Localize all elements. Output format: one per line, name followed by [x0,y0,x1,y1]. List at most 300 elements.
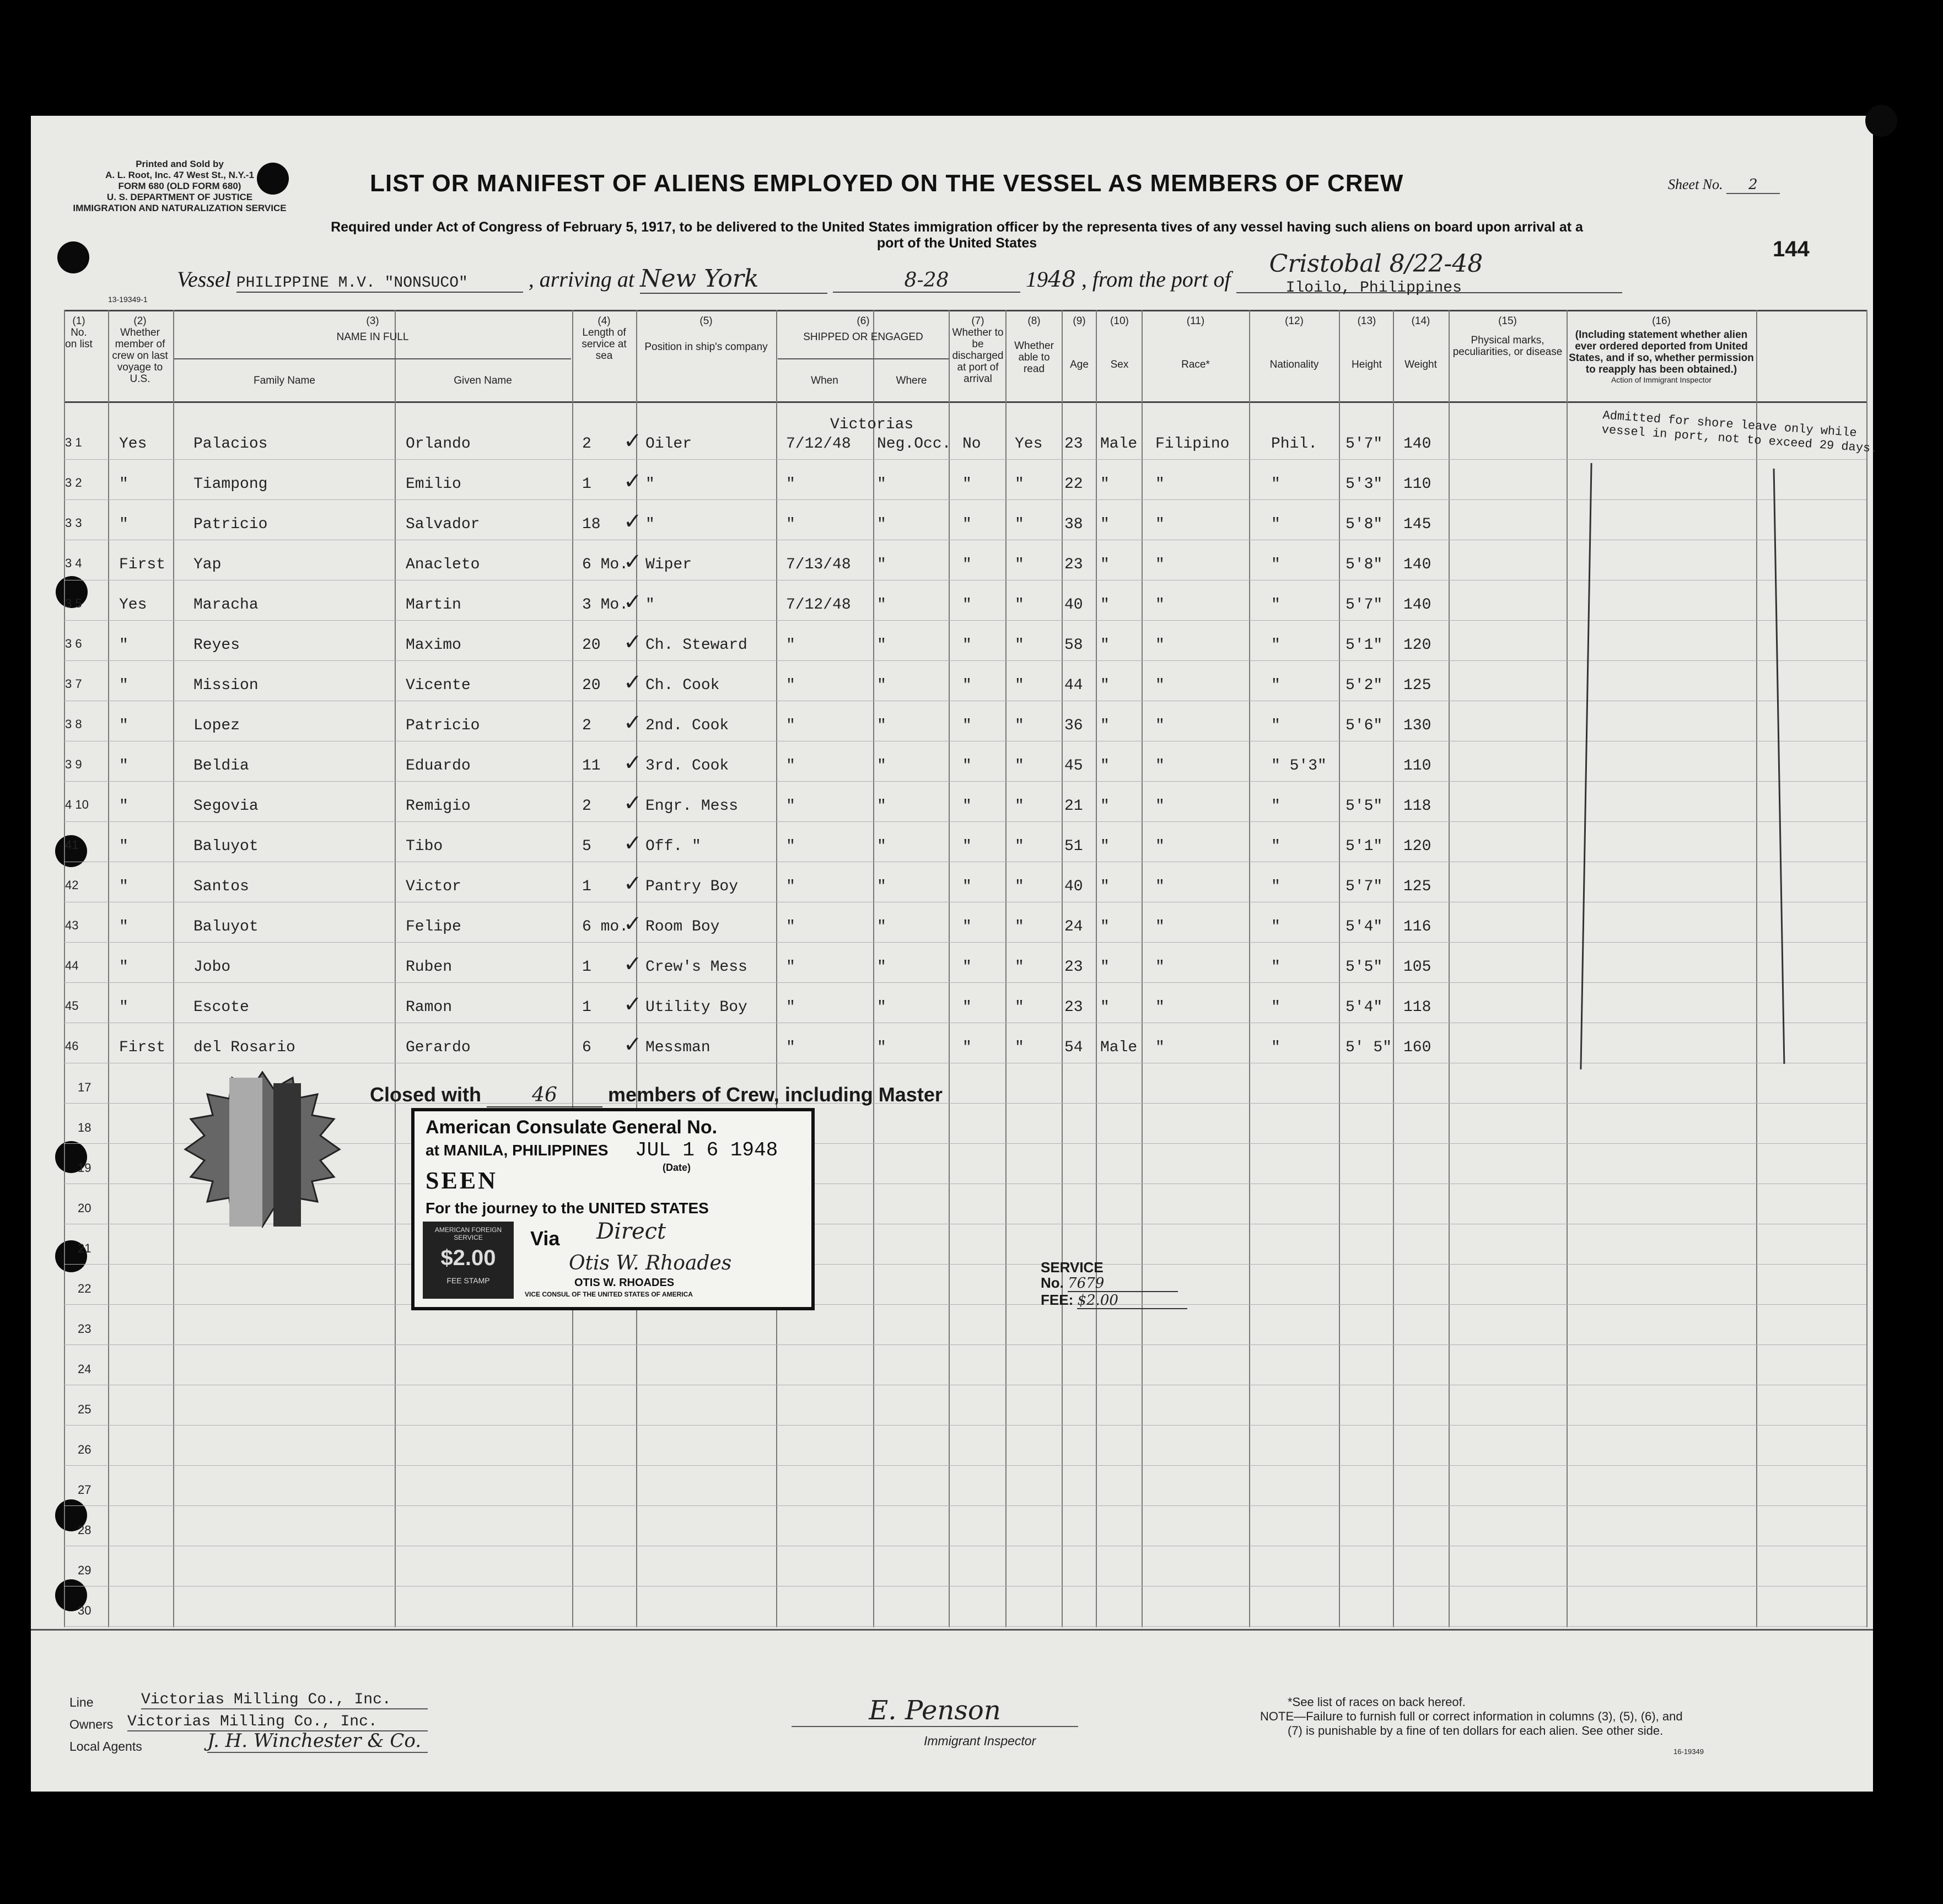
cell-read: " [1015,717,1024,734]
cell-weight: 110 [1403,757,1431,774]
closed-prefix: Closed with [370,1083,482,1106]
cell-where: Neg.Occ. [877,435,951,453]
row-rule [64,1264,1866,1265]
col-14-header [1395,315,1447,370]
cell-position: Ch. Steward [645,637,747,654]
col-label: Position in ship's company [644,341,768,353]
cell-where: " [877,918,886,935]
subtitle [158,219,1756,251]
publisher-line: A. L. Root, Inc. 47 West St., N.Y.-1 [105,170,254,180]
stamp-line1: American Consulate General No. [426,1117,718,1138]
punch-hole [1865,105,1897,137]
cell-race: " [1155,637,1165,654]
col-num: (4) [598,315,611,327]
cell-discharged: " [962,476,972,493]
column-rule [108,310,109,1627]
cell-position: Oiler [645,435,692,453]
footer-note: *See list of races on back hereof. [1288,1695,1466,1709]
col-label: Sex [1110,359,1129,370]
from-port-handwritten: Cristobal 8/22-48 [1269,250,1483,278]
footer-note: (7) is punishable by a fine of ten dollars for each alien. See other side. [1288,1724,1664,1738]
cell-position: Room Boy [645,918,720,935]
cell-given: Felipe [406,918,461,935]
footer-note: NOTE—Failure to furnish full or correct information in columns (3), (5), (6), and [1260,1709,1683,1723]
empty-row-number: 25 [78,1402,92,1416]
cell-no: 3 1 [65,435,82,449]
cell-family: Baluyot [193,838,259,855]
cell-sex: Male [1100,1039,1138,1056]
cell-when: " [786,838,795,855]
col-10-header [1097,315,1142,370]
check-mark-icon: ✓ [623,509,642,534]
cell-height: 5'1" [1345,838,1383,855]
cell-position: Utility Boy [645,999,747,1016]
cell-where: " [877,838,886,855]
cell-nationality: " 5'3" [1271,757,1327,774]
cell-position: Ch. Cook [645,677,720,694]
col-label: Physical marks, peculiarities, or disease [1452,335,1563,358]
cell-age: 22 [1064,476,1083,493]
col-13-header [1341,315,1393,370]
footer-form-code: 16-19349 [1673,1747,1704,1756]
cell-service: 18 [582,516,601,533]
cell-sex: " [1100,918,1110,935]
sheet-label: Sheet No. [1668,176,1723,192]
cell-weight: 140 [1403,556,1431,573]
footer-notes [1260,1695,1683,1738]
col-num: (10) [1110,315,1129,327]
cell-last: " [119,838,128,855]
cell-given: Orlando [406,435,471,453]
cell-service: 6 [582,1039,591,1056]
cell-nationality: " [1271,1039,1280,1056]
cell-read: " [1015,959,1024,976]
cell-race: " [1155,757,1165,774]
fee-stamp-bottom: FEE STAMP [446,1276,490,1285]
cell-service: 6 Mo. [582,556,629,573]
cell-weight: 116 [1403,918,1431,935]
cell-discharged: " [962,677,972,694]
cell-no: 44 [65,959,79,972]
cell-service: 1 [582,999,591,1016]
col-num: (2) [133,315,147,327]
empty-row-number: 21 [78,1241,92,1255]
service-label: SERVICE [1041,1259,1104,1276]
inspector-signature: E. Penson [792,1695,1078,1727]
empty-row-number: 18 [78,1121,92,1134]
cell-family: Beldia [193,757,249,774]
cell-read: " [1015,999,1024,1016]
cell-no: 3 5 [65,596,82,610]
cell-last: " [119,878,128,895]
cell-race: " [1155,838,1165,855]
cell-height: 5'6" [1345,717,1383,734]
cell-discharged: " [962,516,972,533]
cell-weight: 118 [1403,798,1431,815]
cell-given: Anacleto [406,556,480,573]
col-num: (3) [366,315,379,327]
given-name-header: Given Name [454,375,512,386]
cell-last: " [119,999,128,1016]
cell-age: 38 [1064,516,1083,533]
cell-when: 7/12/48 [786,435,851,453]
publisher-line: Printed and Sold by [136,159,224,169]
cell-height: 5'7" [1345,435,1383,453]
check-mark-icon: ✓ [623,549,642,574]
cell-nationality: " [1271,838,1280,855]
empty-row-number: 30 [78,1604,92,1617]
fee-stamp-value: $2.00 [440,1246,496,1270]
cell-given: Maximo [406,637,461,654]
col-2-header [109,315,171,385]
cell-service: 2 [582,717,591,734]
cell-service: 11 [582,757,601,774]
check-mark-icon: ✓ [623,469,642,493]
cell-race: " [1155,556,1165,573]
col-sublabel: Action of Immigrant Inspector [1611,375,1712,384]
cell-discharged: " [962,637,972,654]
row-rule [64,781,1866,782]
col-label: No. on list [65,327,93,350]
cell-when: " [786,476,795,493]
cell-height: 5'7" [1345,596,1383,614]
cell-service: 1 [582,476,591,493]
col-num: (14) [1411,315,1430,327]
cell-service: 1 [582,878,591,895]
col-17-header [1757,315,1865,318]
column-rule [395,310,396,1627]
cell-position: " [645,516,655,533]
cell-given: Gerardo [406,1039,471,1056]
cell-race: " [1155,798,1165,815]
cell-family: Escote [193,999,249,1016]
empty-row-number: 29 [78,1563,92,1577]
cell-no: 3 2 [65,476,82,490]
cell-where: " [877,999,886,1016]
cell-nationality: " [1271,596,1280,614]
cell-read: " [1015,798,1024,815]
column-rule [1005,310,1007,1627]
check-mark-icon: ✓ [623,428,642,453]
cell-sex: " [1100,798,1110,815]
check-mark-icon: ✓ [623,670,642,695]
vessel-name: PHILIPPINE M.V. "NONSUCO" [236,275,523,293]
cell-position: Off. " [645,838,701,855]
arriving-port: New York [640,265,827,294]
cell-where: " [877,717,886,734]
cell-race: " [1155,677,1165,694]
cell-no: 3 3 [65,516,82,530]
cell-discharged: " [962,1039,972,1056]
column-rule [572,310,573,1627]
publisher-line: U. S. DEPARTMENT OF JUSTICE [106,192,253,202]
cell-weight: 125 [1403,677,1431,694]
cell-family: Maracha [193,596,259,614]
column-rule [1449,310,1450,1627]
cell-when: 7/13/48 [786,556,851,573]
cell-discharged: " [962,918,972,935]
sheet-value: 2 [1726,176,1780,194]
year-suffix: 48 [1048,267,1076,292]
cell-where: " [877,677,886,694]
cell-sex: Male [1100,435,1138,453]
cell-when: " [786,918,795,935]
col-15-header [1450,315,1565,358]
row-rule [64,1626,1866,1627]
column-rule [1866,310,1867,1627]
check-mark-icon: ✓ [623,589,642,614]
cell-nationality: " [1271,637,1280,654]
col-5-header [637,315,775,353]
inspector-label: Immigrant Inspector [924,1734,1036,1748]
cell-read: " [1015,918,1024,935]
cell-family: Mission [193,677,259,694]
cell-service: 5 [582,838,591,855]
cell-family: Jobo [193,959,231,976]
check-mark-icon: ✓ [623,790,642,815]
row-rule [64,620,1866,621]
col-label: Nationality [1269,359,1319,370]
cell-weight: 120 [1403,838,1431,855]
arriving-label: , arriving at [528,267,634,292]
cell-no: 3 4 [65,556,82,570]
cell-no: 3 8 [65,717,82,731]
cell-sex: " [1100,999,1110,1016]
col-num: (9) [1073,315,1086,327]
cell-family: Yap [193,556,222,573]
cell-height: 5'7" [1345,878,1383,895]
cell-last: First [119,1039,166,1056]
cell-where: " [877,556,886,573]
cell-height: 5'8" [1345,516,1383,533]
stamp-typed-name: OTIS W. RHOADES [574,1277,675,1289]
col-12-header [1250,315,1338,370]
shipped-header-rule [778,358,949,359]
cell-given: Ramon [406,999,453,1016]
cell-height: 5'5" [1345,798,1383,815]
cell-when: " [786,798,795,815]
cell-sex: " [1100,757,1110,774]
cell-sex: " [1100,476,1110,493]
col-label: Length of service at sea [582,327,627,362]
cell-family: Santos [193,878,249,895]
cell-when: " [786,959,795,976]
col-num: (16) [1652,315,1671,327]
check-mark-icon: ✓ [623,911,642,936]
publisher-block [42,159,317,214]
table-header-rule [64,401,1866,403]
cell-read: " [1015,596,1024,614]
cell-given: Patricio [406,717,480,734]
cell-nationality: " [1271,516,1280,533]
subtitle-line: Required under Act of Congress of February 5, 1917, to be delivered to the United States immigration officer by the representa tives of any vessel having such aliens on board upon arrival at a [331,219,1583,235]
cell-no: 45 [65,999,79,1013]
cell-service: 3 Mo. [582,596,629,614]
cell-read: " [1015,677,1024,694]
col-num: (7) [971,315,984,327]
cell-last: " [119,637,128,654]
col-9-header [1063,315,1096,370]
cell-read: " [1015,516,1024,533]
cell-weight: 120 [1403,637,1431,654]
col-4-header [574,315,634,362]
agents-value: J. H. Winchester & Co. [207,1730,428,1753]
cell-discharged: " [962,596,972,614]
col-label: Whether able to read [1014,340,1054,375]
row-rule [64,660,1866,661]
empty-row-number: 19 [78,1161,92,1175]
col-label: (Including statement whether alien ever ordered deported from United States, and if so, whether permission to reapply has been obtained.) [1569,329,1754,375]
remarks-note: Admitted for shore leave only while vessel in port, not to exceed 29 days. [1601,408,1879,456]
cell-height: 5'3" [1345,476,1383,493]
cell-last: " [119,717,128,734]
stamp-date: JUL 1 6 1948 [635,1139,778,1161]
cell-when: " [786,999,795,1016]
cell-age: 40 [1064,878,1083,895]
cell-family: Patricio [193,516,268,533]
check-mark-icon: ✓ [623,831,642,856]
subtitle-line: port of the United States [876,235,1037,251]
cell-race: " [1155,596,1165,614]
manifest-sheet [31,116,1879,1792]
cell-where: " [877,596,886,614]
row-rule [64,982,1866,983]
cell-age: 58 [1064,637,1083,654]
cell-position: Wiper [645,556,692,573]
stamp-journey: For the journey to the UNITED STATES [426,1200,709,1217]
cell-age: 24 [1064,918,1083,935]
family-name-header: Family Name [254,375,315,386]
cell-where: " [877,878,886,895]
row-rule [64,821,1866,822]
service-block [1041,1260,1187,1309]
cell-nationality: " [1271,878,1280,895]
cell-race: " [1155,717,1165,734]
column-rule [1393,310,1394,1627]
embossed-seal [147,1067,378,1243]
cell-sex: " [1100,959,1110,976]
col-label: Height [1352,359,1382,370]
check-mark-icon: ✓ [623,871,642,896]
cell-no: 42 [65,878,79,892]
cell-when: " [786,717,795,734]
cell-read: " [1015,476,1024,493]
col-num: (1) [72,315,85,327]
line-label: Line [69,1695,94,1709]
cell-weight: 110 [1403,476,1431,493]
cell-weight: 160 [1403,1039,1431,1056]
cell-where: " [877,1039,886,1056]
from-port [1236,250,1622,297]
stamp-date-label: (Date) [663,1162,691,1173]
stamp-via-value: Direct [596,1219,666,1244]
cell-family: del Rosario [193,1039,295,1056]
row-rule [64,1344,1866,1345]
cell-nationality: " [1271,476,1280,493]
cell-age: 36 [1064,717,1083,734]
row-rule [64,1425,1866,1426]
stamp-seen: SEEN [426,1167,498,1194]
publisher-line: FORM 680 (OLD FORM 680) [118,181,241,191]
stamp-via-label: Via [530,1227,560,1250]
cell-service: 2 [582,798,591,815]
service-no-value: 7679 [1068,1276,1178,1292]
stamp-title: VICE CONSUL OF THE UNITED STATES OF AMERICA [525,1290,693,1298]
fee-stamp [423,1222,514,1299]
cell-when: " [786,1039,795,1056]
closed-suffix: members of Crew, including Master [608,1083,943,1106]
column-rule [1249,310,1250,1627]
row-rule [64,1304,1866,1305]
service-fee-value: $2.00 [1077,1293,1187,1309]
from-port-typed: Iloilo, Philippines [1285,279,1462,297]
name-header-rule [174,358,571,359]
cell-nationality: " [1271,999,1280,1016]
cell-family: Palacios [193,435,268,453]
form-code: 13-19349-1 [108,295,148,304]
cell-race: " [1155,1039,1165,1056]
cell-age: 23 [1064,435,1083,453]
cell-sex: " [1100,677,1110,694]
cell-where: " [877,798,886,815]
cell-height: 5' 5" [1345,1039,1392,1056]
cell-given: Emilio [406,476,461,493]
cell-discharged: No [962,435,981,453]
cell-last: " [119,677,128,694]
cell-last: " [119,516,128,533]
cell-nationality: " [1271,717,1280,734]
cell-service: 1 [582,959,591,976]
cell-read: " [1015,878,1024,895]
cell-given: Salvador [406,516,480,533]
cell-last: " [119,476,128,493]
cell-sex: " [1100,637,1110,654]
year-prefix: 19 [1026,267,1048,292]
cell-discharged: " [962,959,972,976]
cell-given: Remigio [406,798,471,815]
cell-race: Filipino [1155,435,1230,453]
cell-nationality: Phil. [1271,435,1318,453]
check-mark-icon: ✓ [623,951,642,976]
cell-service: 20 [582,677,601,694]
cell-race: " [1155,918,1165,935]
col-16-header [1568,315,1755,384]
cell-weight: 140 [1403,596,1431,614]
cell-race: " [1155,959,1165,976]
empty-row-number: 24 [78,1362,92,1376]
cell-discharged: " [962,999,972,1016]
col-num: (15) [1498,315,1517,327]
page-number: 144 [1773,237,1810,261]
cell-where: " [877,959,886,976]
row-rule [64,499,1866,500]
col-num: (11) [1186,315,1205,327]
cell-discharged: " [962,717,972,734]
empty-row-number: 20 [78,1201,92,1215]
cell-read: " [1015,1039,1024,1056]
cell-no: 43 [65,918,79,932]
col-label: Whether member of crew on last voyage to U.S. [112,327,168,385]
cell-last: " [119,757,128,774]
col-11-header [1143,315,1248,370]
cell-read: " [1015,838,1024,855]
cell-nationality: " [1271,677,1280,694]
cell-last: " [119,918,128,935]
arrival-date: 8-28 [833,269,1020,293]
row-rule [64,459,1866,460]
vessel-line [177,250,1775,297]
column-rule [1567,310,1568,1627]
